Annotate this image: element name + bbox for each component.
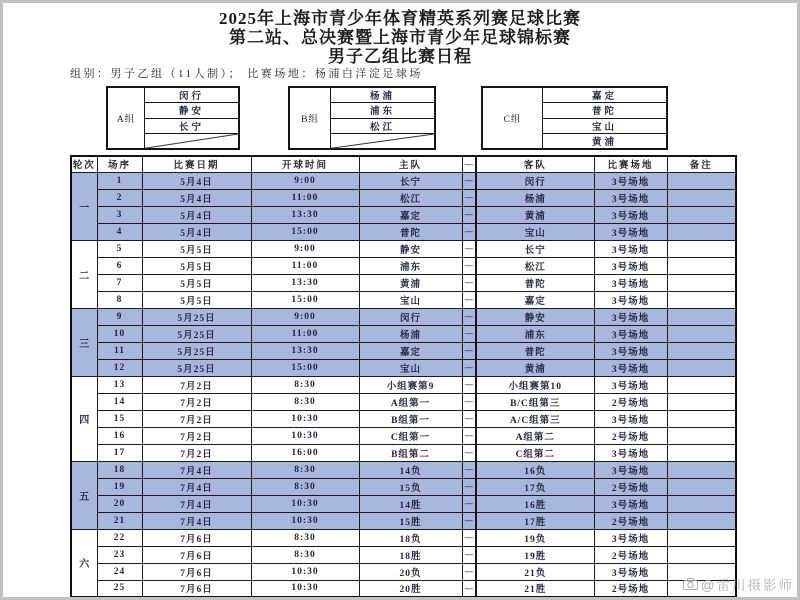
match-row [71,257,736,274]
match-row [71,206,736,223]
away-team-cell: 17胜 [476,512,594,529]
match-no-cell: 9 [97,308,142,325]
schedule-header-cell: 主队 [359,156,462,172]
match-no-cell: 22 [97,529,142,546]
match-no-cell: 12 [97,359,142,376]
group-empty-diagonal-cell [331,134,434,148]
date-cell: 5月5日 [142,291,251,308]
schedule-header-cell: 客队 [476,156,594,172]
time-cell: 10:30 [251,580,359,597]
venue-cell: 3号场地 [594,495,667,512]
group-team: 松江 [331,119,434,134]
round-cell: 三 [71,308,97,376]
home-team-cell: B组第二 [359,444,462,461]
home-team-cell: 20胜 [359,580,462,597]
match-row [71,172,736,189]
match-row [71,427,736,444]
time-cell: 13:30 [251,206,359,223]
group-b-box [288,86,436,150]
date-cell: 7月4日 [142,478,251,495]
date-cell: 7月6日 [142,546,251,563]
separator-cell: — [462,427,476,444]
away-team-cell: 普陀 [476,342,594,359]
venue-cell: 2号场地 [594,580,667,597]
group-a-teams [145,88,238,148]
away-team-cell: 黄浦 [476,359,594,376]
separator-cell: — [462,444,476,461]
match-no-cell: 1 [97,172,142,189]
venue-cell: 2号场地 [594,393,667,410]
time-cell: 8:30 [251,529,359,546]
match-no-cell: 19 [97,478,142,495]
away-team-cell: 长宁 [476,240,594,257]
group-team: 浦东 [331,103,434,118]
separator-cell: — [462,478,476,495]
home-team-cell: 14负 [359,461,462,478]
note-cell [667,308,736,325]
venue-cell: 3号场地 [594,529,667,546]
separator-cell: — [462,325,476,342]
note-cell [667,240,736,257]
group-team: 宝山 [543,119,666,134]
home-team-cell: 18胜 [359,546,462,563]
group-a-box [106,86,240,150]
schedule-table-body [71,172,736,597]
schedule-header-cell: 比赛日期 [142,156,251,172]
venue-cell: 3号场地 [594,308,667,325]
time-cell: 15:00 [251,359,359,376]
home-team-cell: 静安 [359,240,462,257]
venue-cell: 3号场地 [594,223,667,240]
note-cell [667,189,736,206]
match-no-cell: 11 [97,342,142,359]
home-team-cell: 宝山 [359,359,462,376]
time-cell: 10:30 [251,495,359,512]
match-row [71,308,736,325]
group-empty-diagonal-cell [145,134,238,148]
time-cell: 11:00 [251,325,359,342]
match-no-cell: 3 [97,206,142,223]
home-team-cell: 嘉定 [359,206,462,223]
match-row [71,359,736,376]
away-team-cell: 黄浦 [476,206,594,223]
match-row [71,189,736,206]
note-cell [667,512,736,529]
match-schedule-table [70,155,737,598]
match-no-cell: 8 [97,291,142,308]
time-cell: 13:30 [251,274,359,291]
match-no-cell: 15 [97,410,142,427]
group-c-teams [543,88,666,148]
separator-cell: — [462,495,476,512]
away-team-cell: 松江 [476,257,594,274]
separator-cell: — [462,274,476,291]
round-cell: 四 [71,376,97,461]
away-team-cell: 17负 [476,478,594,495]
venue-cell: 3号场地 [594,291,667,308]
venue-cell: 2号场地 [594,512,667,529]
header-row [71,156,736,172]
round-cell: 二 [71,240,97,308]
note-cell [667,291,736,308]
time-cell: 9:00 [251,172,359,189]
time-cell: 10:30 [251,512,359,529]
home-team-cell: B组第一 [359,410,462,427]
match-row [71,342,736,359]
match-no-cell: 6 [97,257,142,274]
date-cell: 5月5日 [142,257,251,274]
match-no-cell: 7 [97,274,142,291]
schedule-header-cell: — [462,156,476,172]
schedule-table-header [71,156,736,172]
round-cell: 一 [71,172,97,240]
date-cell: 7月4日 [142,461,251,478]
separator-cell: — [462,189,476,206]
match-row [71,580,736,597]
match-no-cell: 2 [97,189,142,206]
match-row [71,325,736,342]
date-cell: 5月5日 [142,274,251,291]
schedule-header-cell: 比赛场地 [594,156,667,172]
match-row [71,444,736,461]
venue-cell: 2号场地 [594,546,667,563]
time-cell: 9:00 [251,240,359,257]
date-cell: 5月5日 [142,240,251,257]
match-no-cell: 25 [97,580,142,597]
date-cell: 5月25日 [142,342,251,359]
home-team-cell: 杨浦 [359,325,462,342]
away-team-cell: 嘉定 [476,291,594,308]
title-line-3: 男子乙组比赛日程 [328,47,472,66]
group-c-box [481,86,668,150]
date-cell: 5月4日 [142,189,251,206]
away-team-cell: 浦东 [476,325,594,342]
group-b-label: B组 [290,88,331,148]
away-team-cell: A/C组第三 [476,410,594,427]
match-no-cell: 24 [97,563,142,580]
diagonal-line [331,134,434,148]
group-team: 静安 [145,103,238,118]
home-team-cell: 黄浦 [359,274,462,291]
date-cell: 7月6日 [142,580,251,597]
note-cell [667,478,736,495]
group-c-label: C组 [483,88,543,148]
venue-cell: 3号场地 [594,410,667,427]
title-line-2: 第二站、总决赛暨上海市青少年足球锦标赛 [229,28,571,47]
date-cell: 5月25日 [142,308,251,325]
time-cell: 8:30 [251,478,359,495]
date-cell: 7月2日 [142,427,251,444]
away-team-cell: 21胜 [476,580,594,597]
separator-cell: — [462,291,476,308]
diagonal-line [145,134,238,148]
group-team: 嘉定 [543,88,666,103]
home-team-cell: 15胜 [359,512,462,529]
venue-cell: 3号场地 [594,257,667,274]
date-cell: 7月2日 [142,376,251,393]
away-team-cell: 普陀 [476,274,594,291]
away-team-cell: C组第二 [476,444,594,461]
time-cell: 8:30 [251,546,359,563]
schedule-header-cell: 场序 [97,156,142,172]
separator-cell: — [462,563,476,580]
separator-cell: — [462,461,476,478]
note-cell [667,461,736,478]
home-team-cell: 嘉定 [359,342,462,359]
time-cell: 8:30 [251,376,359,393]
separator-cell: — [462,172,476,189]
match-row [71,376,736,393]
separator-cell: — [462,512,476,529]
away-team-cell: B/C组第三 [476,393,594,410]
separator-cell: — [462,257,476,274]
match-row [71,563,736,580]
away-team-cell: 宝山 [476,223,594,240]
separator-cell: — [462,206,476,223]
note-cell [667,529,736,546]
away-team-cell: 闵行 [476,172,594,189]
away-team-cell: A组第二 [476,427,594,444]
note-cell [667,342,736,359]
match-row [71,512,736,529]
time-cell: 15:00 [251,223,359,240]
time-cell: 8:30 [251,393,359,410]
date-cell: 7月2日 [142,444,251,461]
venue-cell: 3号场地 [594,274,667,291]
date-cell: 5月4日 [142,206,251,223]
note-cell [667,393,736,410]
venue-cell: 3号场地 [594,563,667,580]
venue-cell: 3号场地 [594,240,667,257]
match-row [71,529,736,546]
group-team: 杨浦 [331,88,434,103]
venue-cell: 2号场地 [594,478,667,495]
date-cell: 5月4日 [142,172,251,189]
note-cell [667,359,736,376]
document-title [3,9,797,66]
home-team-cell: 普陀 [359,223,462,240]
match-no-cell: 13 [97,376,142,393]
group-team: 黄浦 [591,137,617,148]
match-no-cell: 18 [97,461,142,478]
date-cell: 5月4日 [142,223,251,240]
note-cell [667,274,736,291]
venue-cell: 3号场地 [594,342,667,359]
group-team: 长宁 [145,119,238,134]
separator-cell: — [462,546,476,563]
note-cell [667,580,736,597]
date-cell: 7月2日 [142,410,251,427]
note-cell [667,427,736,444]
note-cell [667,376,736,393]
venue-cell: 3号场地 [594,359,667,376]
away-team-cell: 16负 [476,461,594,478]
venue-cell: 3号场地 [594,461,667,478]
home-team-cell: 松江 [359,189,462,206]
note-cell [667,410,736,427]
away-team-cell: 小组赛第10 [476,376,594,393]
match-no-cell: 14 [97,393,142,410]
time-cell: 10:30 [251,563,359,580]
note-cell [667,223,736,240]
home-team-cell: A组第一 [359,393,462,410]
time-cell: 8:30 [251,461,359,478]
home-team-cell: 15负 [359,478,462,495]
time-cell: 9:00 [251,308,359,325]
away-team-cell: 19负 [476,529,594,546]
time-cell: 11:00 [251,257,359,274]
away-team-cell: 16胜 [476,495,594,512]
separator-cell: — [462,240,476,257]
venue-cell: 3号场地 [594,325,667,342]
title-line-1: 2025年上海市青少年体育精英系列赛足球比赛 [219,9,581,28]
separator-cell: — [462,359,476,376]
match-no-cell: 4 [97,223,142,240]
home-team-cell: 18负 [359,529,462,546]
match-row [71,291,736,308]
round-cell: 六 [71,529,97,597]
note-cell [667,495,736,512]
venue-cell: 3号场地 [594,172,667,189]
match-no-cell: 16 [97,427,142,444]
home-team-cell: 闵行 [359,308,462,325]
note-cell [667,172,736,189]
match-row [71,495,736,512]
schedule-header-cell: 轮次 [71,156,97,172]
time-cell: 10:30 [251,427,359,444]
match-no-cell: 5 [97,240,142,257]
date-cell: 5月25日 [142,359,251,376]
home-team-cell: 浦东 [359,257,462,274]
group-b-teams [331,88,434,148]
venue-cell: 2号场地 [594,427,667,444]
separator-cell: — [462,308,476,325]
match-row [71,274,736,291]
match-no-cell: 20 [97,495,142,512]
separator-cell: — [462,410,476,427]
home-team-cell: 宝山 [359,291,462,308]
time-cell: 10:30 [251,410,359,427]
schedule-header-cell: 备注 [667,156,736,172]
match-row [71,240,736,257]
group-team: 普陀 [543,103,666,118]
note-cell [667,546,736,563]
date-cell: 5月25日 [142,325,251,342]
group-and-venue-info: 组别：男子乙组（11人制）； 比赛场地：杨浦白洋淀足球场 [70,68,423,80]
away-team-cell: 21负 [476,563,594,580]
away-team-cell: 19胜 [476,546,594,563]
home-team-cell: 小组赛第9 [359,376,462,393]
home-team-cell: C组第一 [359,427,462,444]
date-cell: 7月4日 [142,495,251,512]
match-row [71,546,736,563]
watermark-text: @雷川摄影师 [700,578,794,593]
note-cell [667,257,736,274]
group-a-label: A组 [108,88,145,148]
note-cell [667,206,736,223]
date-cell: 7月4日 [142,512,251,529]
home-team-cell: 20负 [359,563,462,580]
away-team-cell: 杨浦 [476,189,594,206]
date-cell: 7月2日 [142,393,251,410]
time-cell: 15:00 [251,291,359,308]
separator-cell: — [462,580,476,597]
separator-cell: — [462,393,476,410]
venue-cell: 3号场地 [594,206,667,223]
match-no-cell: 10 [97,325,142,342]
match-no-cell: 21 [97,512,142,529]
match-row [71,223,736,240]
time-cell: 16:00 [251,444,359,461]
date-cell: 7月6日 [142,529,251,546]
time-cell: 11:00 [251,189,359,206]
match-row [71,393,736,410]
venue-cell: 3号场地 [594,189,667,206]
away-team-cell: 静安 [476,308,594,325]
note-cell [667,563,736,580]
separator-cell: — [462,223,476,240]
match-row [71,410,736,427]
separator-cell: — [462,376,476,393]
round-cell: 五 [71,461,97,529]
match-row [71,478,736,495]
match-no-cell: 17 [97,444,142,461]
separator-cell: — [462,529,476,546]
match-no-cell: 23 [97,546,142,563]
note-cell [667,444,736,461]
match-row [71,461,736,478]
home-team-cell: 长宁 [359,172,462,189]
note-cell [667,325,736,342]
group-team: 闵行 [145,88,238,103]
schedule-header-cell: 开球时间 [251,156,359,172]
date-cell: 7月6日 [142,563,251,580]
home-team-cell: 14胜 [359,495,462,512]
venue-cell: 3号场地 [594,444,667,461]
time-cell: 13:30 [251,342,359,359]
separator-cell: — [462,342,476,359]
venue-cell: 3号场地 [594,376,667,393]
